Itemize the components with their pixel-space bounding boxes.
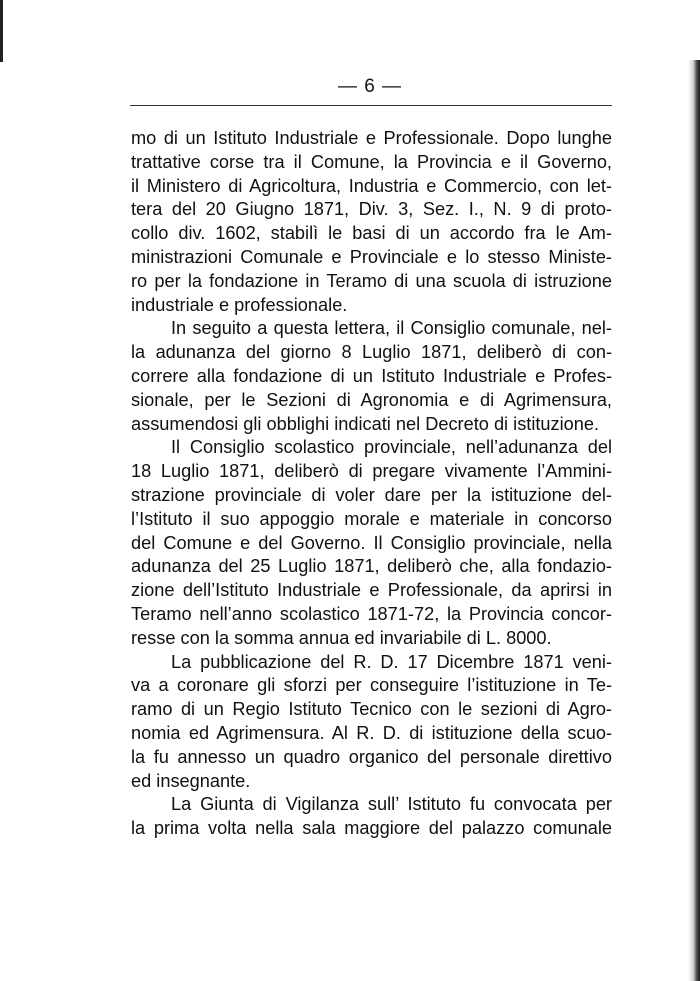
text-line: ministrazioni Comunale e Provinciale e lo stesso Ministe- xyxy=(131,246,612,267)
paragraph-first-line: In seguito a questa lettera, il Consiglio comunale, nel- xyxy=(171,318,612,339)
text-line: resse con la somma annua ed invariabile di L. 8000. xyxy=(131,627,552,648)
text-line: del Comune e del Governo. Il Consiglio provinciale, nella xyxy=(131,532,612,553)
page-edge-shadow-right xyxy=(688,60,700,981)
text-line: la adunanza del giorno 8 Luglio 1871, deliberò di con- xyxy=(131,342,612,363)
text-line: nomia ed Agrimensura. Al R. D. di istituzione della scuo- xyxy=(131,722,612,743)
page-edge-shadow-left xyxy=(0,0,3,62)
page-number: — 6 — xyxy=(337,76,403,97)
text-line: assumendosi gli obblighi indicati nel Decreto di istituzione. xyxy=(131,413,600,434)
text-line: Teramo nell’anno scolastico 1871-72, la Provincia concor- xyxy=(131,603,612,624)
text-line: correre alla fondazione di un Istituto Industriale e Profes- xyxy=(131,365,612,386)
text-line: adunanza del 25 Luglio 1871, deliberò che, alla fondazio- xyxy=(131,556,612,577)
text-line: strazione provinciale di voler dare per la istituzione del- xyxy=(131,484,612,505)
text-line: 18 Luglio 1871, deliberò di pregare vivamente l’Ammini- xyxy=(131,461,612,482)
text-line: ed insegnante. xyxy=(131,770,251,791)
text-line: ro per la fondazione in Teramo di una scuola di istruzione xyxy=(131,270,612,291)
text-line: va a coronare gli sforzi per conseguire l’istituzione in Te- xyxy=(131,675,612,696)
paragraph-first-line: La pubblicazione del R. D. 17 Dicembre 1871 veni- xyxy=(171,651,612,672)
text-line: la prima volta nella sala maggiore del palazzo comunale xyxy=(131,818,612,839)
text-line: tera del 20 Giugno 1871, Div. 3, Sez. I., N. 9 di proto- xyxy=(131,199,612,220)
text-line: la fu annesso un quadro organico del personale direttivo xyxy=(131,746,612,767)
text-line: l’Istituto il suo appoggio morale e materiale in concorso xyxy=(131,508,612,529)
text-line: collo div. 1602, stabilì le basi di un accordo fra le Am- xyxy=(131,223,612,244)
paragraph-first-line: La Giunta di Vigilanza sull’ Istituto fu convocata per xyxy=(171,794,612,815)
text-line: il Ministero di Agricoltura, Industria e Commercio, con let- xyxy=(131,175,612,196)
paragraph-first-line: Il Consiglio scolastico provinciale, nell’adunanza del xyxy=(171,437,612,458)
text-line: ramo di un Regio Istituto Tecnico con le sezioni di Agro- xyxy=(131,699,612,720)
text-line: industriale e professionale. xyxy=(131,294,348,315)
header-rule xyxy=(130,105,612,106)
text-line: trattative corse tra il Comune, la Provincia e il Governo, xyxy=(131,151,612,172)
text-line: sionale, per le Sezioni di Agronomia e di Agrimensura, xyxy=(131,389,612,410)
body-text xyxy=(131,127,612,841)
text-line: mo di un Istituto Industriale e Professionale. Dopo lunghe xyxy=(131,128,612,148)
text-line: zione dell’Istituto Industriale e Professionale, da aprirsi in xyxy=(131,580,612,601)
